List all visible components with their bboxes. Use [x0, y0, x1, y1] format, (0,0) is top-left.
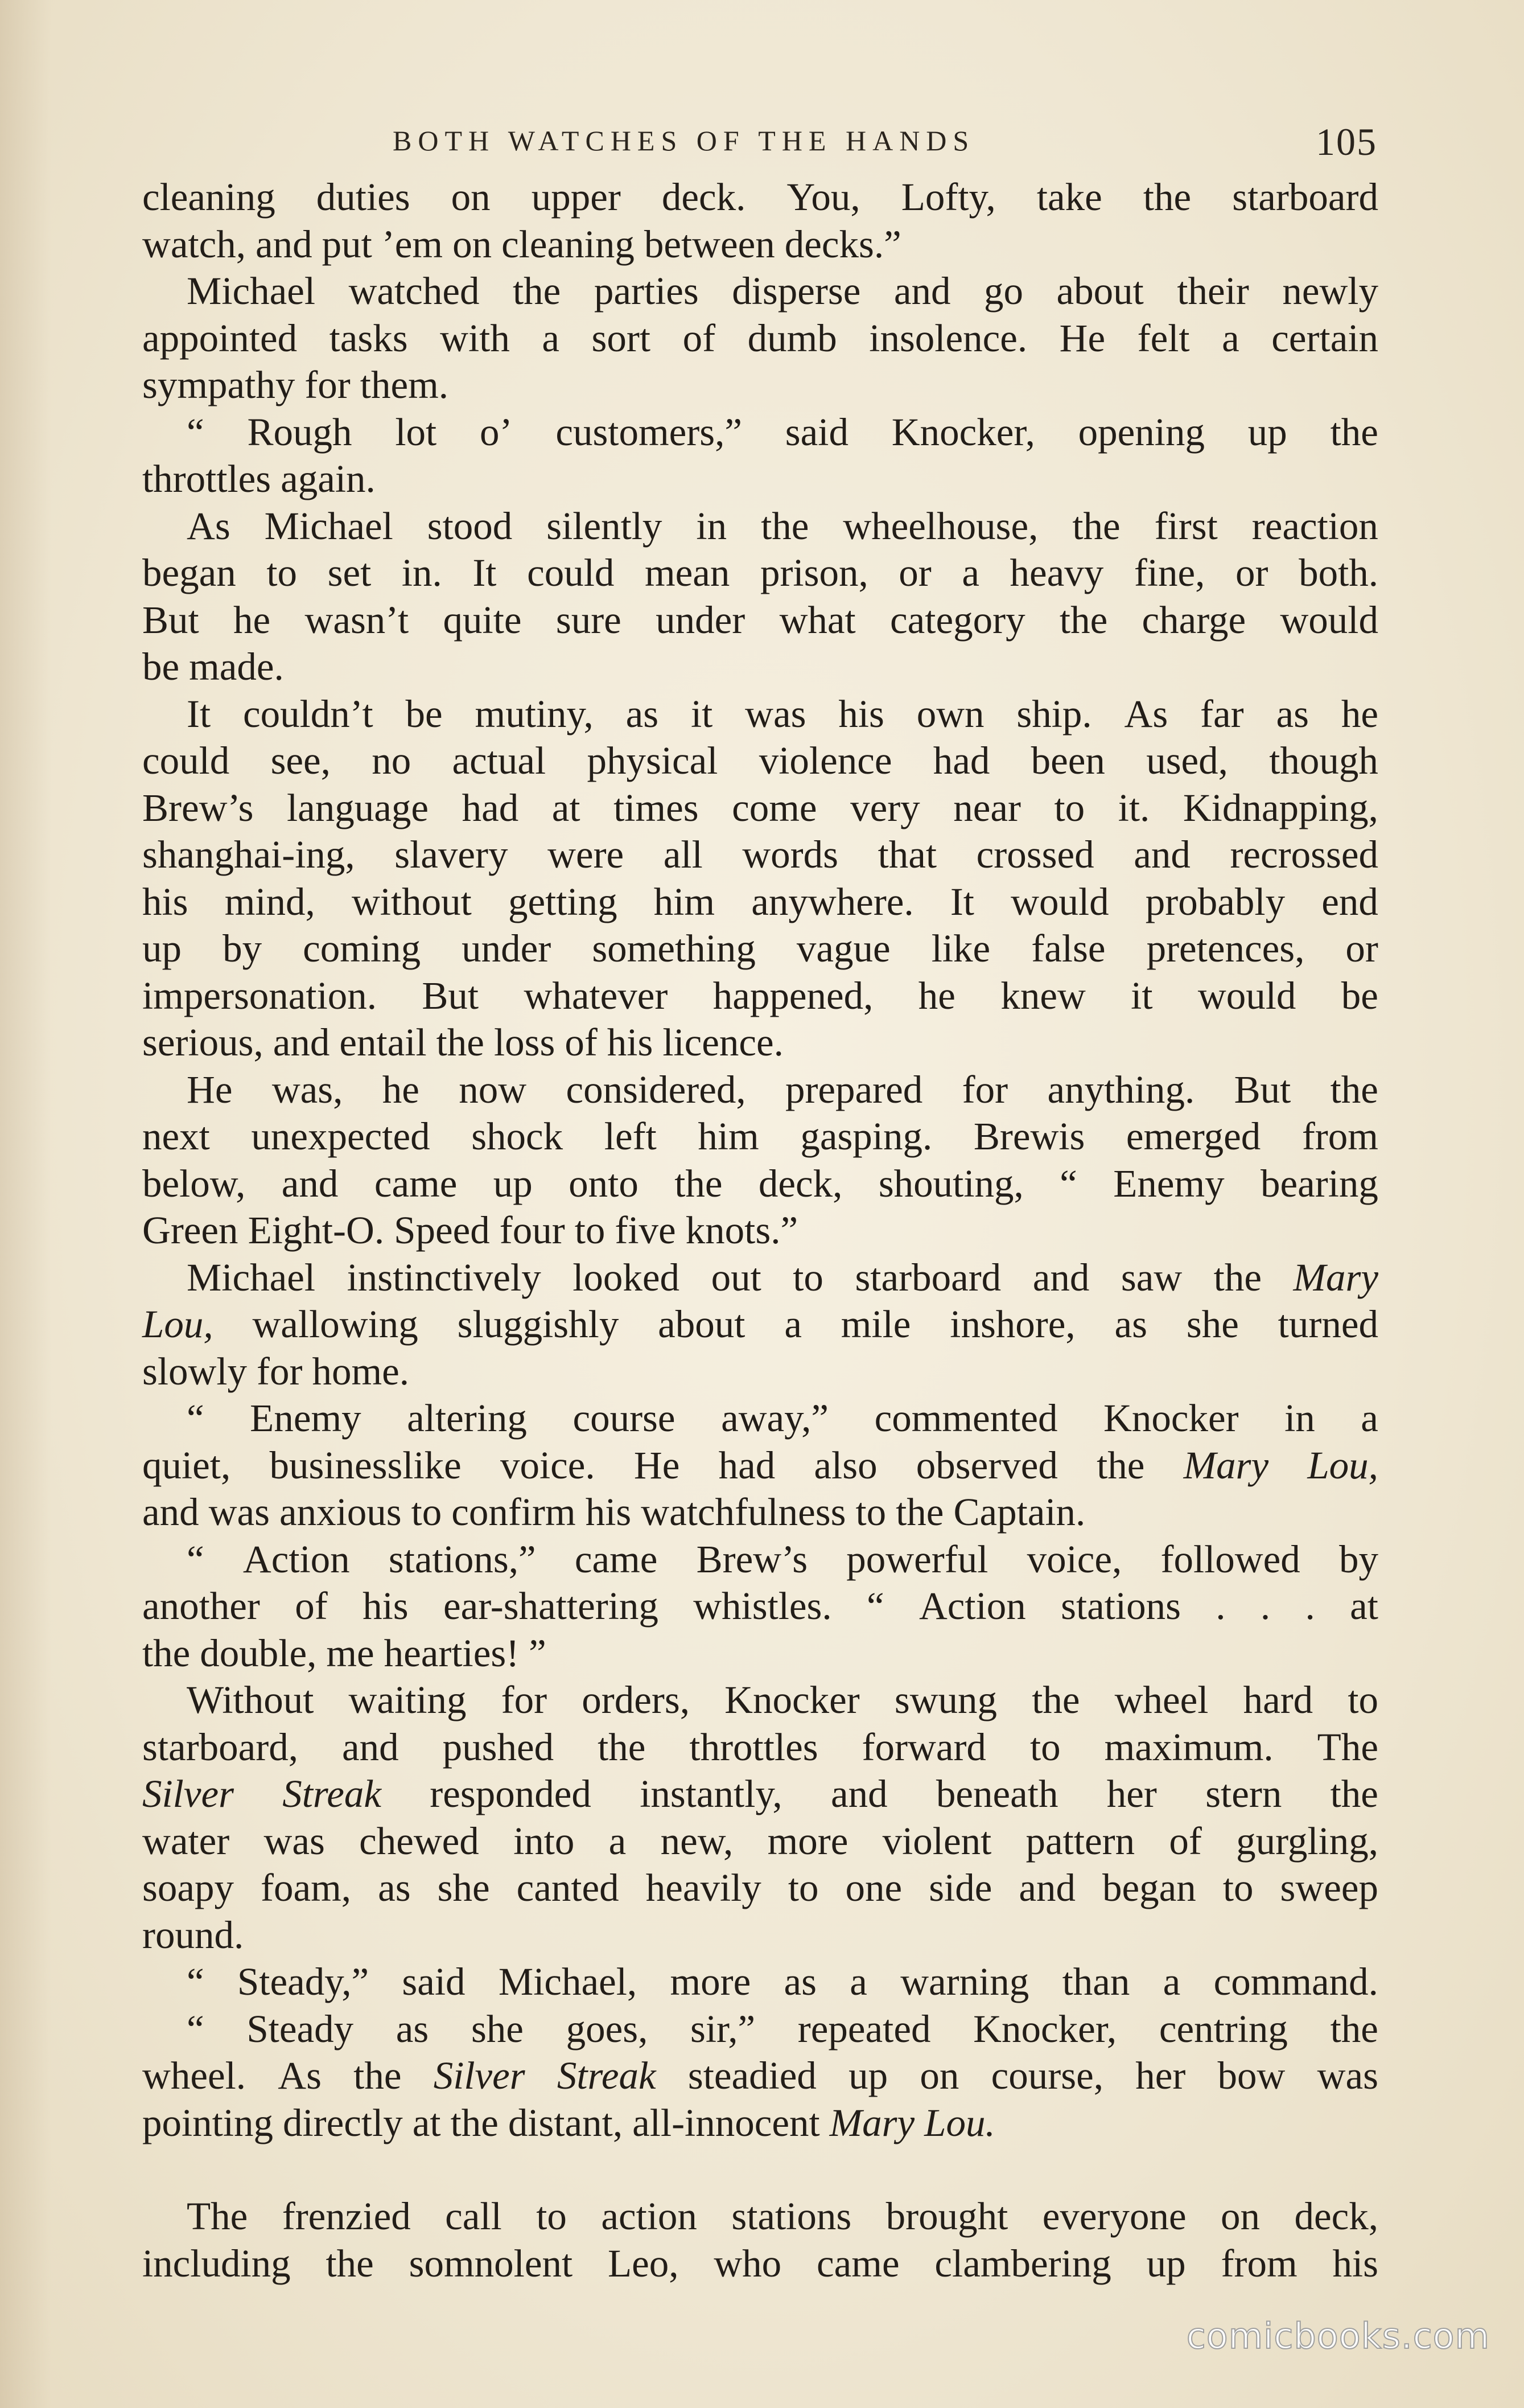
text-line: Silver Streak responded instantly, and beneath her stern the: [142, 1772, 1378, 1815]
text-line: quiet, businesslike voice. He had also observed the Mary Lou,: [142, 1443, 1378, 1487]
text-line: appointed tasks with a sort of dumb insolence. He felt a certain: [142, 316, 1378, 360]
text-line: his mind, without getting him anywhere. It would probably end: [142, 880, 1378, 923]
text-line: soapy foam, as she canted heavily to one side and began to sweep: [142, 1866, 1378, 1909]
text-line: wheel. As the Silver Streak steadied up on course, her bow was: [142, 2054, 1378, 2097]
text-line: shanghai-ing, slavery were all words that crossed and recrossed: [142, 833, 1378, 876]
text-line: Without waiting for orders, Knocker swung the wheel hard to: [187, 1678, 1378, 1721]
text-line: round.: [142, 1913, 244, 1957]
text-line: impersonation. But whatever happened, he knew it would be: [142, 973, 1378, 1017]
page-gutter-shadow: [0, 0, 51, 2408]
text-line: including the somnolent Leo, who came clambering up from his: [142, 2241, 1378, 2285]
text-line: pointing directly at the distant, all-innocent Mary Lou.: [142, 2101, 995, 2144]
text-line: It couldn’t be mutiny, as it was his own ship. As far as he: [187, 692, 1378, 735]
text-line: sympathy for them.: [142, 363, 449, 406]
text-line: another of his ear-shattering whistles. “ Action stations . . . at: [142, 1584, 1378, 1628]
text-line: “ Action stations,” came Brew’s powerful voice, followed by: [187, 1537, 1378, 1581]
text-line: starboard, and pushed the throttles forward to maximum. The: [142, 1725, 1378, 1769]
text-line: water was chewed into a new, more violent pattern of gurgling,: [142, 1819, 1378, 1863]
running-title: BOTH WATCHES OF THE HANDS: [393, 125, 975, 157]
text-line: As Michael stood silently in the wheelhouse, the first reaction: [187, 504, 1378, 548]
text-line: slowly for home.: [142, 1349, 410, 1393]
running-head: [142, 120, 1377, 165]
text-line: “ Rough lot o’ customers,” said Knocker, opening up the: [187, 410, 1378, 454]
text-line: Michael instinctively looked out to starboard and saw the Mary: [187, 1255, 1378, 1299]
text-line: The frenzied call to action stations brought everyone on deck,: [187, 2195, 1378, 2238]
text-line: began to set in. It could mean prison, or a heavy fine, or both.: [142, 551, 1378, 594]
text-line: throttles again.: [142, 457, 376, 500]
text-line: could see, no actual physical violence had been used, though: [142, 739, 1378, 782]
text-line: next unexpected shock left him gasping. Brewis emerged from: [142, 1115, 1378, 1158]
text-line: watch, and put ’em on cleaning between decks.”: [142, 222, 901, 266]
text-line: “ Steady,” said Michael, more as a warning than a command.: [187, 1960, 1378, 2003]
body-text: [142, 174, 1378, 2287]
text-line: cleaning duties on upper deck. You, Lofty, take the starboard: [142, 175, 1378, 219]
page-number: 105: [1316, 120, 1377, 163]
text-line: “ Steady as she goes, sir,” repeated Knocker, centring the: [187, 2007, 1378, 2051]
text-line: Lou, wallowing sluggishly about a mile inshore, as she turned: [142, 1302, 1378, 1346]
text-line: the double, me hearties! ”: [142, 1631, 546, 1675]
text-line: Michael watched the parties disperse and go about their newly: [187, 269, 1378, 313]
text-line: “ Enemy altering course away,” commented Knocker in a: [187, 1396, 1378, 1440]
watermark: comicbooks.com: [1186, 2315, 1490, 2357]
text-line: be made.: [142, 645, 284, 688]
paragraph-break: [142, 2146, 1378, 2193]
text-line: and was anxious to confirm his watchfulness to the Captain.: [142, 1490, 1086, 1534]
text-line: He was, he now considered, prepared for anything. But the: [187, 1067, 1378, 1111]
text-line: But he wasn’t quite sure under what category the charge would: [142, 598, 1378, 642]
text-line: Green Eight-O. Speed four to five knots.”: [142, 1209, 798, 1252]
text-line: below, and came up onto the deck, shouting, “ Enemy bearing: [142, 1161, 1378, 1205]
text-line: serious, and entail the loss of his licence.: [142, 1021, 784, 1064]
text-line: up by coming under something vague like false pretences, or: [142, 927, 1378, 970]
text-line: Brew’s language had at times come very near to it. Kidnapping,: [142, 786, 1378, 829]
